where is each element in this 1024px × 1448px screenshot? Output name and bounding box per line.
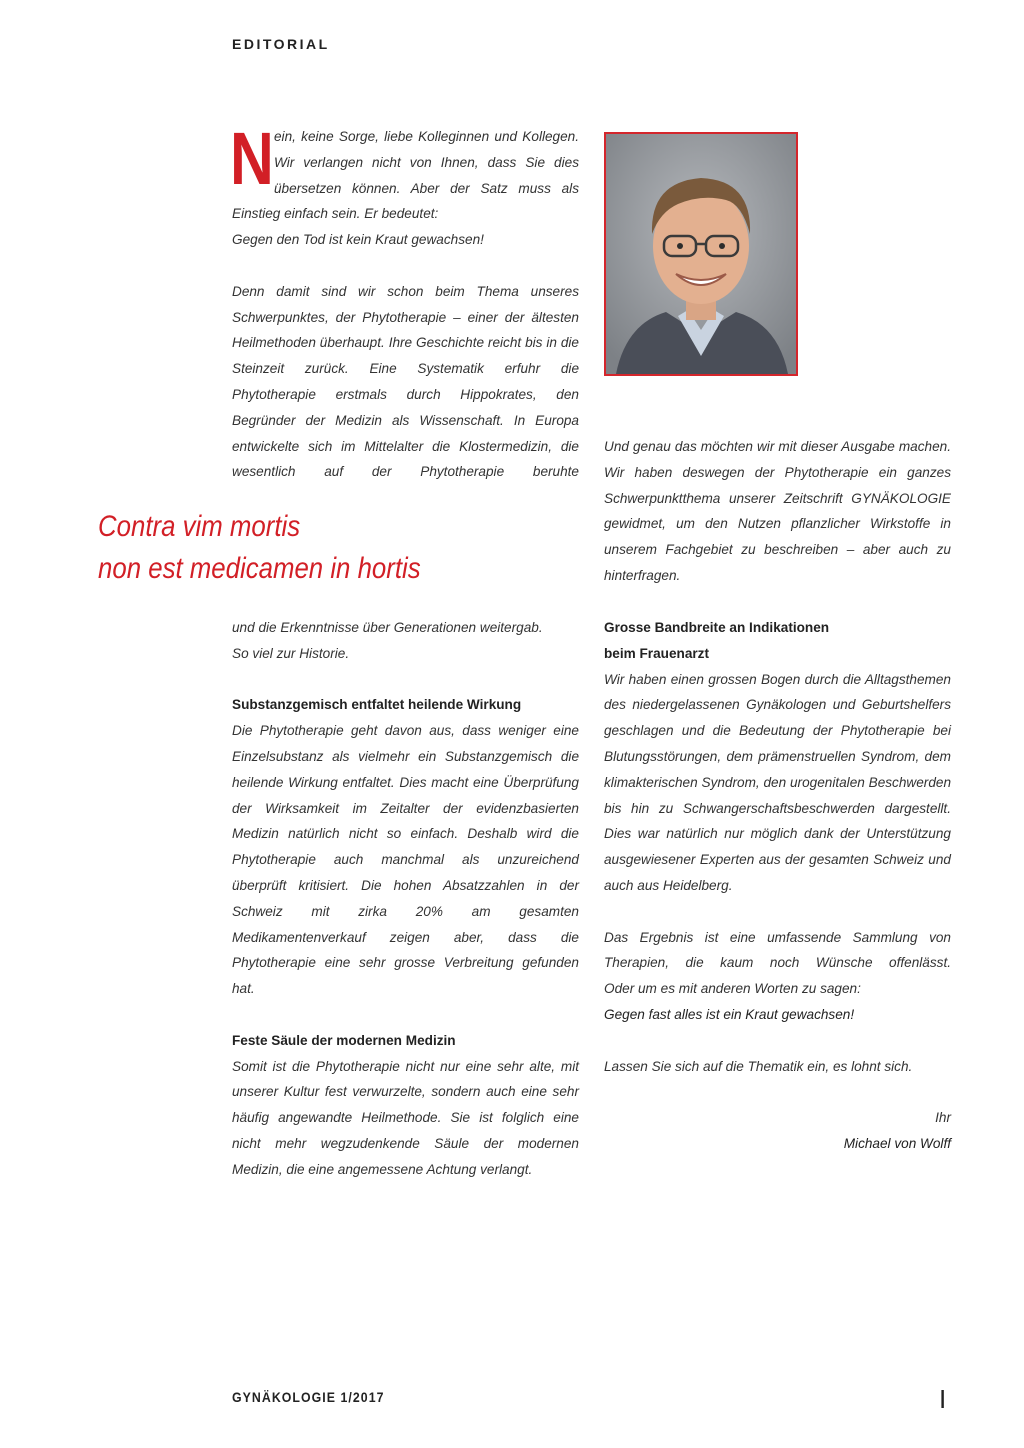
section-label: EDITORIAL bbox=[232, 36, 330, 52]
pull-quote-line-2: non est medicamen in hortis bbox=[98, 552, 421, 585]
author-photo bbox=[604, 132, 798, 376]
closing-quote: Gegen fast alles ist ein Kraut gewachsen! bbox=[604, 1006, 855, 1022]
history-paragraph: Denn damit sind wir schon beim Thema unseres Schwerpunktes, der Phytotherapie – einer der ältesten Heilmethoden überhaupt. Ihre Geschichte reicht bis in die Steinzeit zurück. Eine Systematik erfuhr die Phytotherapie erstmals durch Hippokrates, den Begründer der Medizin als Wissenschaft. In Europa entwickelte sich im Mittelalter die Klostermedizin, die wesentlich auf der Phytotherapie beruhte bbox=[232, 283, 579, 480]
subheading-bandbreite-1: Grosse Bandbreite an Indikationen bbox=[604, 620, 830, 635]
footer-journal: GYNÄKOLOGIE 1/2017 bbox=[232, 1389, 385, 1405]
paragraph-worte: Oder um es mit anderen Worten zu sagen: bbox=[604, 981, 861, 997]
paragraph-ergebnis: Das Ergebnis ist eine umfassende Sammlung von Therapien, die kaum noch Wünsche offenlässt. bbox=[604, 929, 951, 971]
left-lower-column bbox=[232, 615, 579, 1183]
subheading-feste-saeule: Feste Säule der modernen Medizin bbox=[232, 1032, 456, 1048]
subheading-bandbreite-2: beim Frauenarzt bbox=[604, 645, 709, 661]
intro-paragraph: ein, keine Sorge, liebe Kolleginnen und Kollegen. Wir verlangen nicht von Ihnen, dass Sie dies übersetzen können. Aber der Satz muss als Einstieg einfach sein. Er bedeutet: bbox=[232, 129, 579, 222]
pull-quote-line-1: Contra vim mortis bbox=[98, 510, 301, 543]
paragraph-ausgabe: Und genau das möchten wir mit dieser Ausgabe machen. Wir haben deswegen der Phytotherapie ein ganzes Schwerpunktthema unserer Zeitschrift GYNÄKOLOGIE gewidmet, um den Nutzen pflanzlicher Wirkstoffe in unserem Fachgebiet zu beschreiben – aber auch zu hinterfragen. bbox=[604, 439, 951, 583]
paragraph-substanzgemisch: Die Phytotherapie geht davon aus, dass weniger eine Einzelsubstanz als vielmehr ein Substanzgemisch die heilende Wirkung entfaltet. Dies macht eine Überprüfung der Wirksamkeit im Zeitalter der evidenzbasierten Medizin natürlich nicht so einfach. Deshalb wird die Phytotherapie auch manchmal als unzureichend überprüft kritisiert. Die hohen Absatzzahlen in der Schweiz mit zirka 20% am gesamten Medikamentenverkauf zeigen aber, dass die Phytotherapie eine sehr grosse Verbreitung gefunden hat. bbox=[232, 723, 579, 997]
right-upper-column bbox=[604, 434, 951, 589]
paragraph-thematik: Lassen Sie sich auf die Thematik ein, es lohnt sich. bbox=[604, 1058, 913, 1074]
paragraph-bandbreite: Wir haben einen grossen Bogen durch die Alltagsthemen des niedergelassenen Gynäkologen und Geburtshelfers geschlagen und die Bedeutung der Phytotherapie bei Blutungsstörungen, dem prämenstruellen Syndrom, dem klimakterischen Syndrom, den urogenitalen Beschwerden bis hin zu Schwangerschaftsbeschwerden dargestellt. Dies war natürlich nur möglich dank der Unterstützung ausgewiesener Experten aus der gesamten Schweiz und auch aus Heidelberg. bbox=[604, 671, 951, 893]
closing-word: Ihr bbox=[935, 1110, 951, 1126]
intro-translation: Gegen den Tod ist kein Kraut gewachsen! bbox=[232, 232, 484, 248]
portrait-illustration bbox=[606, 134, 796, 374]
intro-column bbox=[230, 117, 579, 485]
drop-cap: N bbox=[230, 117, 274, 200]
history-continuation: und die Erkenntnisse über Generationen weitergab. bbox=[232, 620, 543, 635]
paragraph-feste-saeule: Somit ist die Phytotherapie nicht nur eine sehr alte, mit unserer Kultur fest verwurzelte, sondern auch eine sehr häufig angewandte Heilmethode. Sie ist folglich eine nicht mehr wegzudenkende Säule der modernen Medizin, die eine angemessene Achtung verlangt. bbox=[232, 1058, 579, 1177]
history-summary: So viel zur Historie. bbox=[232, 645, 350, 661]
author-signature: Michael von Wolff bbox=[843, 1135, 951, 1151]
pull-quote bbox=[98, 506, 578, 590]
right-lower-column bbox=[604, 615, 951, 1157]
subheading-substanzgemisch: Substanzgemisch entfaltet heilende Wirkung bbox=[232, 697, 522, 713]
page-number: I bbox=[939, 1384, 947, 1414]
